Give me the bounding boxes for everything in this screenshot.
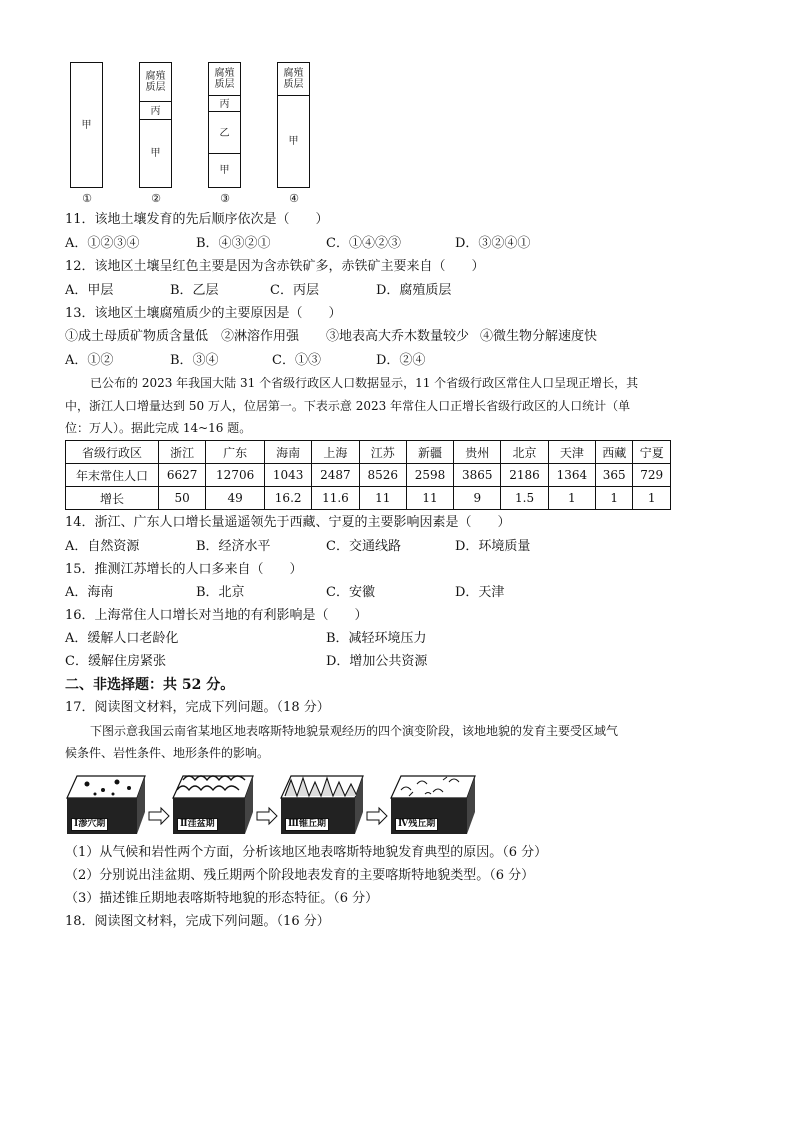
column-number: ② — [151, 192, 161, 205]
q15-option-d[interactable]: D．天津 — [455, 585, 505, 600]
question-13-stem: 13．该地区土壤腐殖质少的主要原因是（ ） — [65, 306, 342, 321]
q13-item-2: ②淋溶作用强 — [221, 329, 300, 344]
row-header: 省级行政区 — [66, 441, 159, 464]
question-11-stem: 11．该地土壤发育的先后顺序依次是（ ） — [65, 212, 329, 227]
province-cell: 海南 — [265, 441, 312, 464]
layer-humus: 腐殖质层 — [283, 68, 304, 90]
q13-option-a[interactable]: A．①② — [65, 353, 114, 368]
population-cell: 1043 — [265, 464, 312, 487]
growth-cell: 9 — [454, 487, 501, 510]
question-17-stem: 17．阅读图文材料，完成下列问题。（18 分） — [65, 700, 330, 715]
q11-option-a[interactable]: A．①②③④ — [65, 236, 140, 251]
row-header: 增长 — [66, 487, 159, 510]
question-14-stem: 14．浙江、广东人口增长量遥遥领先于西藏、宁夏的主要影响因素是（ ） — [65, 515, 511, 530]
layer-bing: 丙 — [209, 95, 240, 112]
column-number: ④ — [289, 192, 299, 205]
growth-cell: 50 — [159, 487, 206, 510]
q16-option-d[interactable]: D．增加公共资源 — [326, 654, 428, 669]
q11-option-d[interactable]: D．③②④① — [455, 236, 531, 251]
growth-cell: 11 — [359, 487, 406, 510]
table-row — [66, 441, 671, 464]
q12-option-c[interactable]: C．丙层 — [270, 283, 319, 298]
q13-option-c[interactable]: C．①③ — [272, 353, 321, 368]
population-table — [65, 440, 671, 510]
q11-option-c[interactable]: C．①④②③ — [326, 236, 401, 251]
province-cell: 广东 — [206, 441, 265, 464]
soil-column-3 — [208, 62, 241, 188]
q14-option-d[interactable]: D．环境质量 — [455, 539, 531, 554]
province-cell: 宁夏 — [633, 441, 671, 464]
table-row — [66, 464, 671, 487]
q13-item-1: ①成土母质矿物质含量低 — [65, 329, 209, 344]
q13-option-d[interactable]: D．②④ — [376, 353, 426, 368]
growth-cell: 1 — [633, 487, 671, 510]
column-number: ① — [82, 192, 92, 205]
population-cell: 729 — [633, 464, 671, 487]
province-cell: 北京 — [501, 441, 548, 464]
layer-yi: 乙 — [209, 111, 240, 154]
growth-cell: 1 — [548, 487, 595, 510]
question-15-stem: 15．推测江苏增长的人口多来自（ ） — [65, 562, 303, 577]
stage-label: Ⅱ洼盆期 — [177, 818, 218, 831]
layer-humus: 腐殖质层 — [145, 71, 166, 93]
layer-jia: 甲 — [209, 153, 240, 187]
question-17-sub-3: （3）描述锥丘期地表喀斯特地貌的形态特征。（6 分） — [65, 891, 379, 906]
passage-line: 中，浙江人口增量达到 50 万人，位居第一。下表示意 2023 年常住人口正增长省级行政区的人口统计（单 — [65, 399, 631, 413]
question-12-stem: 12．该地区土壤呈红色主要是因为含赤铁矿多，赤铁矿主要来自（ ） — [65, 259, 485, 274]
arrow-icon — [367, 808, 387, 824]
population-cell: 365 — [595, 464, 632, 487]
row-header: 年末常住人口 — [66, 464, 159, 487]
question-17-sub-1: （1）从气候和岩性两个方面，分析该地区地表喀斯特地貌发育典型的原因。（6 分） — [65, 845, 548, 860]
passage-line: 下图示意我国云南省某地区地表喀斯特地貌景观经历的四个演变阶段，该地地貌的发育主要受区域气 — [90, 724, 619, 738]
q13-option-b[interactable]: B．③④ — [170, 353, 219, 368]
province-cell: 西藏 — [595, 441, 632, 464]
passage-line: 位：万人）。据此完成 14~16 题。 — [65, 421, 252, 435]
growth-cell: 11.6 — [312, 487, 359, 510]
layer-bing: 丙 — [140, 101, 171, 120]
population-cell: 12706 — [206, 464, 265, 487]
passage-line: 候条件、岩性条件、地形条件的影响。 — [65, 746, 270, 760]
question-18-stem: 18．阅读图文材料，完成下列问题。（16 分） — [65, 914, 330, 929]
population-cell: 1364 — [548, 464, 595, 487]
q15-option-b[interactable]: B．北京 — [196, 585, 245, 600]
q14-option-b[interactable]: B．经济水平 — [196, 539, 271, 554]
population-cell: 6627 — [159, 464, 206, 487]
stage-label: Ⅲ锥丘期 — [285, 818, 329, 831]
q16-option-a[interactable]: A．缓解人口老龄化 — [65, 631, 179, 646]
q11-option-b[interactable]: B．④③②① — [196, 236, 271, 251]
growth-cell: 1.5 — [501, 487, 548, 510]
q15-option-c[interactable]: C．安徽 — [326, 585, 375, 600]
growth-cell: 16.2 — [265, 487, 312, 510]
q12-option-a[interactable]: A．甲层 — [65, 283, 114, 298]
growth-cell: 1 — [595, 487, 632, 510]
population-cell: 8526 — [359, 464, 406, 487]
q14-option-a[interactable]: A．自然资源 — [65, 539, 140, 554]
q15-option-a[interactable]: A．海南 — [65, 585, 114, 600]
province-cell: 新疆 — [406, 441, 453, 464]
population-cell: 3865 — [454, 464, 501, 487]
arrow-icon — [149, 808, 169, 824]
passage-line: 已公布的 2023 年我国大陆 31 个省级行政区人口数据显示，11 个省级行政区常住人口呈现正增长，其 — [90, 376, 639, 390]
table-row — [66, 487, 671, 510]
province-cell: 贵州 — [454, 441, 501, 464]
province-cell: 江苏 — [359, 441, 406, 464]
question-17-sub-2: （2）分别说出洼盆期、残丘期两个阶段地表发育的主要喀斯特地貌类型。（6 分） — [65, 868, 535, 883]
province-cell: 浙江 — [159, 441, 206, 464]
layer-jia: 甲 — [140, 119, 171, 187]
layer-jia: 甲 — [278, 95, 309, 187]
population-cell: 2186 — [501, 464, 548, 487]
q13-item-3: ③地表高大乔木数量较少 — [326, 329, 470, 344]
q16-option-b[interactable]: B．减轻环境压力 — [326, 631, 427, 646]
q12-option-b[interactable]: B．乙层 — [170, 283, 219, 298]
growth-cell: 49 — [206, 487, 265, 510]
soil-column-1 — [70, 62, 103, 188]
population-cell: 2598 — [406, 464, 453, 487]
arrow-icon — [257, 808, 277, 824]
stage-label: Ⅳ残丘期 — [395, 818, 438, 831]
layer-humus: 腐殖质层 — [214, 68, 235, 90]
soil-column-2 — [139, 62, 172, 188]
q13-item-4: ④微生物分解速度快 — [480, 329, 598, 344]
province-cell: 上海 — [312, 441, 359, 464]
question-16-stem: 16．上海常住人口增长对当地的有利影响是（ ） — [65, 608, 368, 623]
q16-option-c[interactable]: C．缓解住房紧张 — [65, 654, 166, 669]
q14-option-c[interactable]: C．交通线路 — [326, 539, 401, 554]
q12-option-d[interactable]: D．腐殖质层 — [376, 283, 452, 298]
column-number: ③ — [220, 192, 230, 205]
population-cell: 2487 — [312, 464, 359, 487]
growth-cell: 11 — [406, 487, 453, 510]
soil-column-4 — [277, 62, 310, 188]
province-cell: 天津 — [548, 441, 595, 464]
stage-label: Ⅰ渗穴期 — [71, 818, 108, 831]
section-title: 二、非选择题：共 52 分。 — [65, 677, 235, 693]
layer-jia: 甲 — [81, 119, 92, 131]
